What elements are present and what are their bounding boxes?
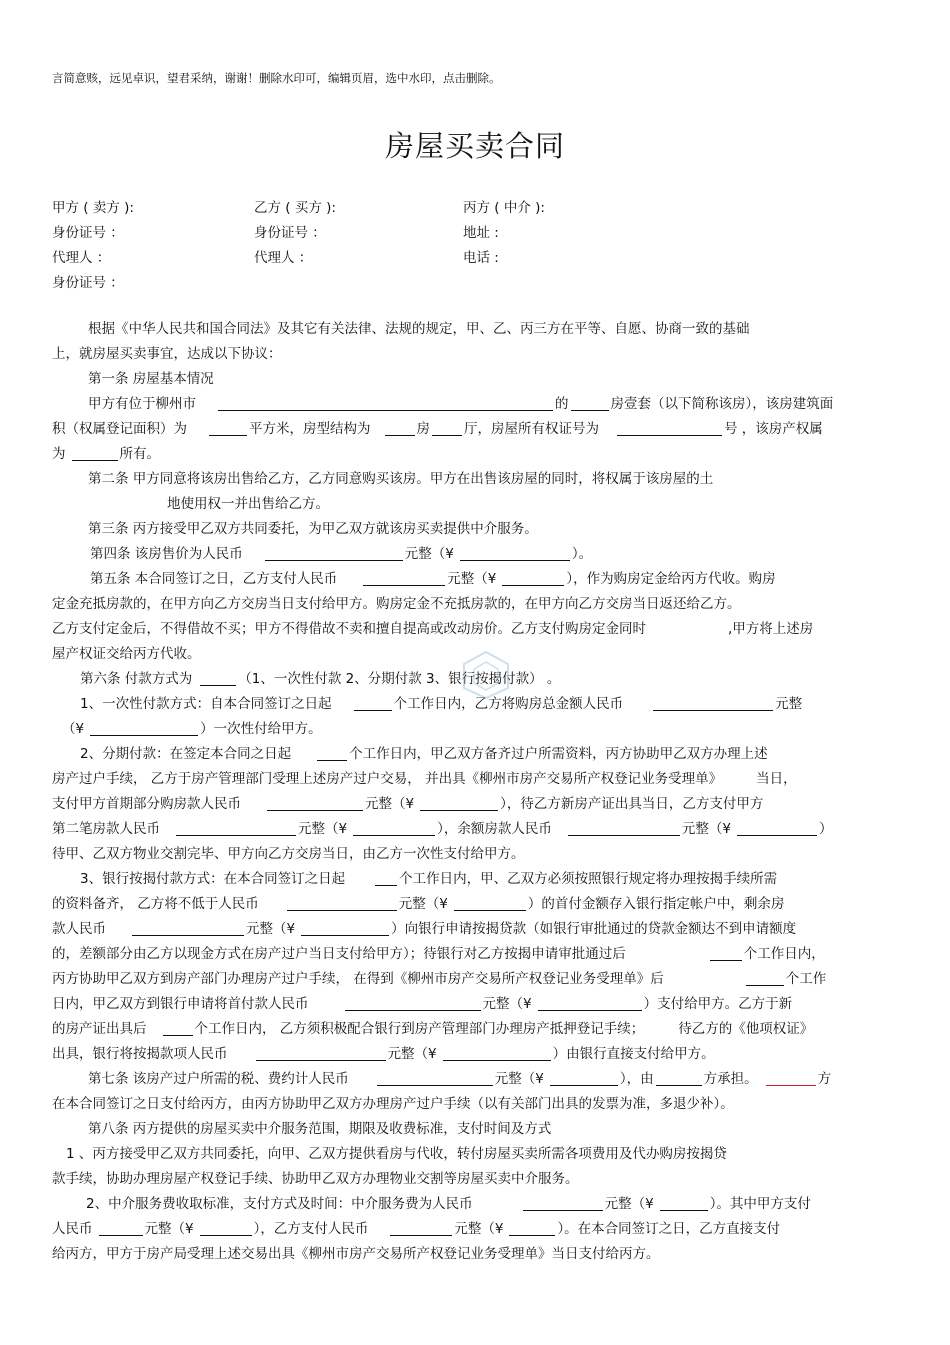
article-4-line: 第四条 该房售价为人民币 元整（¥ ）。 — [90, 546, 593, 562]
party-a-agent-id: 身份证号 ： — [52, 275, 124, 291]
party-a-agent: 代理人 ： — [52, 250, 111, 266]
party-a-id: 身份证号 ： — [52, 225, 124, 241]
party-a-label: 甲方 ( 卖方 ): — [52, 200, 134, 216]
payment-3-line: 的，差额部分由乙方以现金方式在房产过户当日支付给甲方）；待银行对乙方按揭申请审批通过后 个工作日内， — [52, 946, 825, 962]
party-b-label: 乙方 ( 买方 ): — [254, 200, 336, 216]
article-1-line: 为 所有。 — [52, 446, 160, 462]
payment-3-line: 出具，银行将按揭款项人民币 元整（¥ ）由银行直接支付给甲方。 — [52, 1046, 715, 1062]
intro-line: 根据《中华人民共和国合同法》及其它有关法律、法规的规定，甲、乙、丙三方在平等、自愿、协商一致的基础 — [88, 321, 750, 337]
article-1-line: 甲方有位于柳州市 的 房壹套（以下简称该房），该房建筑面 — [88, 396, 834, 412]
document-title: 房屋买卖合同 — [384, 129, 565, 163]
article-5-line: 定金充抵房款的，在甲方向乙方交房当日支付给甲方。购房定金不充抵房款的，在甲方向乙方交房当日返还给乙方。 — [52, 596, 741, 612]
article-8-line: 2、中介服务费收取标准，支付方式及时间：中介服务费为人民币 元整（¥ ）。其中甲方支付 — [86, 1196, 811, 1212]
article-2-line: 地使用权一并出售给乙方。 — [167, 496, 329, 512]
payment-3-line: 丙方协助甲乙双方到房产部门办理房产过户手续， 在得到《柳州市房产交易所产权登记业务受理单》后 个工作 — [52, 971, 827, 987]
article-6-line: 第六条 付款方式为 （1、一次性付款 2、分期付款 3、银行按揭付款） 。 — [80, 671, 561, 687]
article-5-line: 乙方支付定金后，不得借故不买；甲方不得借故不卖和擅自提高或改动房价。乙方支付购房定金同时 ,甲方将上述房 — [52, 621, 814, 637]
party-c-phone: 电话 : — [463, 250, 499, 266]
payment-3-line: 的房产证出具后 个工作日内， 乙方须积极配合银行到房产管理部门办理房产抵押登记手续； 待乙方的《他项权证》 — [52, 1021, 814, 1037]
party-c-label: 丙方 ( 中介 ): — [463, 200, 545, 216]
article-8-line: 人民币 元整（¥ ），乙方支付人民币 元整（¥ ）。在本合同签订之日，乙方直接支付 — [52, 1221, 781, 1237]
article-1-line: 积（权属登记面积）为 平方米，房型结构为 房 厅，房屋所有权证号为 号 ，该房产权属 — [52, 421, 823, 437]
payment-1-line: 1、一次性付款方式：自本合同签订之日起 个工作日内，乙方将购房总金额人民币 元整 — [80, 696, 803, 712]
article-8-title: 第八条 丙方提供的房屋买卖中介服务范围，期限及收费标准，支付时间及方式 — [88, 1121, 552, 1137]
payment-2-line: 待甲、乙双方物业交割完毕、甲方向乙方交房当日，由乙方一次性支付给甲方。 — [52, 846, 525, 862]
article-8-line: 款手续，协助办理房屋产权登记手续、协助甲乙双方办理物业交割等房屋买卖中介服务。 — [52, 1171, 579, 1187]
payment-2-line: 2、分期付款：在签定本合同之日起 个工作日内，甲乙双方备齐过户所需资料，丙方协助甲乙双方办理上述 — [80, 746, 768, 762]
article-7-line: 第七条 该房产过户所需的税、费约计人民币 元整（¥ ），由 方承担。 方 — [88, 1071, 832, 1087]
watermark-icon — [462, 650, 510, 700]
payment-3-line: 的资料备齐， 乙方将不低于人民币 元整（¥ ）的首付金额存入银行指定帐户中，剩余房 — [52, 896, 785, 912]
article-1-title: 第一条 房屋基本情况 — [88, 371, 214, 387]
article-7-line: 在本合同签订之日支付给丙方，由丙方协助甲乙双方办理房产过户手续（以有关部门出具的发票为准，多退少补）。 — [52, 1096, 734, 1112]
payment-1-line: （¥ ）一次性付给甲方。 — [62, 721, 322, 737]
article-2-line: 第二条 甲方同意将该房出售给乙方，乙方同意购买该房。甲方在出售该房屋的同时，将权属于该房屋的土 — [88, 471, 714, 487]
payment-3-line: 款人民币 元整（¥ ）向银行申请按揭贷款（如银行审批通过的贷款金额达不到申请额度 — [52, 921, 797, 937]
article-5-line: 第五条 本合同签订之日，乙方支付人民币 元整（¥ ），作为购房定金给丙方代收。购房 — [90, 571, 776, 587]
header-note: 言简意赅，远见卓识，望君采纳，谢谢！删除水印可，编辑页眉，选中水印，点击删除。 — [52, 71, 501, 85]
payment-3-line: 3、银行按揭付款方式：在本合同签订之日起 个工作日内，甲、乙双方必须按照银行规定将办理按揭手续所需 — [80, 871, 778, 887]
payment-2-line: 第二笔房款人民币 元整（¥ ），余额房款人民币 元整（¥ ） — [52, 821, 833, 837]
party-b-agent: 代理人 ： — [254, 250, 313, 266]
payment-2-line: 房产过户手续， 乙方于房产管理部门受理上述房产过户交易， 并出具《柳州市房产交易所产权登记业务受理单》 当日， — [52, 771, 797, 787]
article-8-line: 1 、丙方接受甲乙双方共同委托，向甲、乙双方提供看房与代收，转付房屋买卖所需各项费用及代办购房按揭贷 — [66, 1146, 727, 1162]
article-3-line: 第三条 丙方接受甲乙双方共同委托，为甲乙双方就该房买卖提供中介服务。 — [88, 521, 538, 537]
article-5-line: 屋产权证交给丙方代收。 — [52, 646, 201, 662]
payment-3-line: 日内，甲乙双方到银行申请将首付款人民币 元整（¥ ）支付给甲方。乙方于新 — [52, 996, 793, 1012]
intro-line: 上，就房屋买卖事宜，达成以下协议： — [52, 346, 282, 362]
payment-2-line: 支付甲方首期部分购房款人民币 元整（¥ ），待乙方新房产证出具当日，乙方支付甲方 — [52, 796, 764, 812]
party-b-id: 身份证号 ： — [254, 225, 326, 241]
party-c-address: 地址 : — [463, 225, 499, 241]
article-8-line: 给丙方，甲方于房产局受理上述交易出具《柳州市房产交易所产权登记业务受理单》当日支付给丙方。 — [52, 1246, 660, 1262]
